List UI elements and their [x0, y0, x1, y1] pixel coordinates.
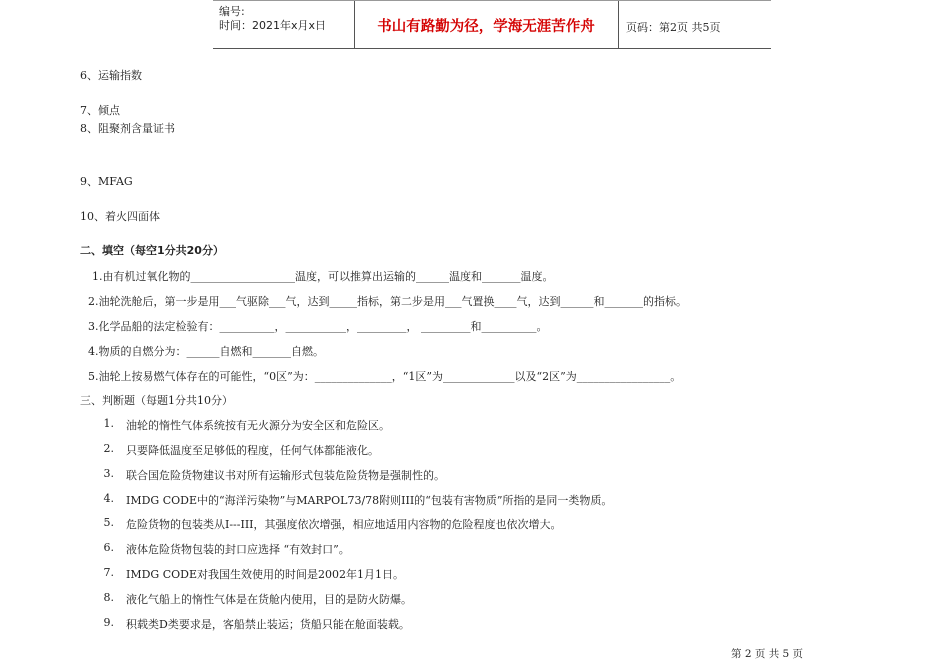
- judge-item: 危险货物的包装类从I---III，其强度依次增强，相应地适用内容物的危险程度也依次增大。: [126, 518, 562, 531]
- motto-text: 书山有路勤为径，学海无涯苦作舟: [377, 19, 595, 35]
- judge-item: 积载类D类要求是，客船禁止装运；货船只能在舱面装载。: [126, 618, 410, 631]
- fill-item-3: 3.化学品船的法定检验有：__________，___________，_________， _________和__________。: [88, 320, 548, 333]
- judge-number: 6.: [103, 541, 114, 554]
- judge-item: 只要降低温度至足够低的程度，任何气体都能液化。: [126, 444, 379, 457]
- footer-page-number: 第 2 页 共 5 页: [731, 648, 804, 660]
- judge-item: 联合国危险货物建议书对所有运输形式包装危险货物是强制性的。: [126, 469, 445, 482]
- judge-number: 1.: [103, 417, 114, 430]
- fill-item-1: 1.由有机过氧化物的___________________温度，可以推算出运输的______温度和_______温度。: [92, 270, 554, 283]
- judge-number: 9.: [103, 616, 114, 629]
- section2-heading: 二、填空（每空1分共20分）: [80, 244, 224, 257]
- judge-number: 2.: [103, 442, 114, 455]
- judge-number: 7.: [103, 566, 114, 579]
- judge-item: 油轮的惰性气体系统按有无火源分为安全区和危险区。: [126, 419, 390, 432]
- judge-item: IMDG CODE对我国生效使用的时间是2002年1月1日。: [126, 568, 404, 581]
- judge-number: 3.: [103, 467, 114, 480]
- term-9: 9、MFAG: [80, 175, 133, 188]
- judge-number: 8.: [103, 591, 114, 604]
- header-info-cell: [213, 1, 355, 48]
- serial-label: 编号:: [219, 5, 245, 18]
- judge-item: 液体危险货物包装的封口应选择 “有效封口”。: [126, 543, 350, 556]
- term-10: 10、着火四面体: [80, 210, 160, 223]
- term-6: 6、运输指数: [80, 69, 142, 82]
- term-8: 8、阻聚剂含量证书: [80, 122, 175, 135]
- header-page-number: 页码：第2页 共5页: [626, 21, 721, 34]
- judge-item: 液化气船上的惰性气体是在货舱内使用，目的是防火防爆。: [126, 593, 412, 606]
- term-7: 7、倾点: [80, 104, 120, 117]
- judge-item: IMDG CODE中的“海洋污染物”与MARPOL73/78附则III的“包装有害物质”所指的是同一类物质。: [126, 494, 613, 507]
- judge-number: 5.: [103, 516, 114, 529]
- page-header: [213, 0, 771, 49]
- header-page-cell: [618, 1, 771, 48]
- fill-item-2: 2.油轮洗舱后，第一步是用___气驱除___气，达到_____指标，第二步是用___气置换____气，达到______和_______的指标。: [88, 295, 687, 308]
- section3-heading: 三、判断题（每题1分共10分）: [80, 394, 233, 407]
- header-motto-cell: [354, 1, 619, 48]
- fill-item-4: 4.物质的自燃分为：______自燃和_______自燃。: [88, 345, 324, 358]
- judge-number: 4.: [103, 492, 114, 505]
- fill-item-5: 5.油轮上按易燃气体存在的可能性，“0区”为：______________，“1区”为_____________以及“2区”为_________________。: [88, 370, 682, 383]
- time-label: 时间：2021年x月x日: [219, 19, 327, 32]
